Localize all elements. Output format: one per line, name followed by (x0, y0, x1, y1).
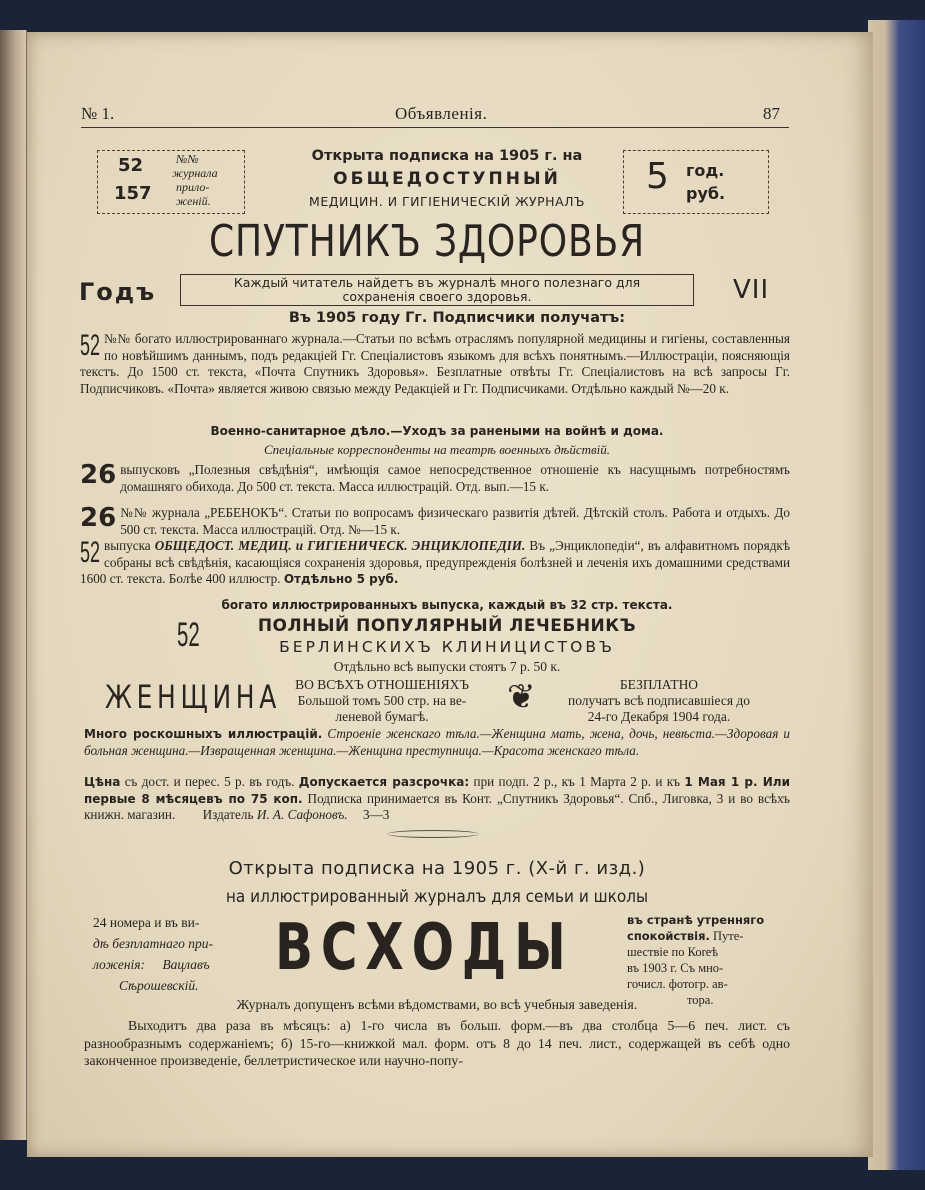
tagline-line-2: сохраненія своего здоровья. (342, 289, 532, 304)
woman-free-2: получатъ всѣ подписавшіеся до (567, 693, 751, 708)
section-title: Объявленія. (395, 104, 488, 123)
item-encyclopedia-title: ОБЩЕДОСТ. МЕДИЦ. и ГИГІЕНИЧЕСК. ЭНЦИКЛОПЕДІИ. (154, 538, 526, 553)
vskhody-right-1: въ странѣ утренняго (627, 913, 765, 927)
installments-label: Допускается разсрочка: (298, 775, 470, 789)
vskhody-left-column (93, 912, 263, 996)
annual-price: 5 (646, 156, 669, 197)
tagline-line-1: Каждый читатель найдетъ въ журналѣ много полезнаго для (233, 275, 641, 290)
item-useful-info-text: выпусковъ „Полезныя свѣдѣнія“, имѣющія самое непосредственное отношеніе къ насущнымъ потребностямъ домашняго обихода. До 500 ст. текста. Масса иллюстрацій. Отд. вып.—15 к. (120, 462, 790, 494)
woman-free-offer (539, 677, 779, 725)
issues-count: 52 (118, 155, 144, 176)
woman-middle-3: леневой бумагѣ. (335, 709, 429, 724)
illustrations-lead: Много роскошныхъ иллюстрацій. (84, 727, 323, 741)
vskhody-left-2: дѣ безплатнаго при- (93, 936, 213, 951)
price-box (623, 150, 769, 214)
right-cover-edge (868, 20, 925, 1170)
woman-middle (257, 677, 507, 725)
item-encyclopedia-price: Отдѣльно 5 руб. (283, 572, 399, 587)
box-label-2: журнала (172, 166, 218, 180)
year-roman: VII (733, 275, 770, 305)
illustrations-text: Строеніе женскаго тѣла.—Женщина мать, жена, дочь, невѣста.—Здоровая и больная женщина.—Извращенная женщина.—Женщина преступница.—Красота женскаго тѣла. (84, 726, 791, 758)
subscribers-heading: Въ 1905 году Гг. Подписчики получатъ: (288, 310, 626, 326)
item-encyclopedia-count: 52 (80, 536, 101, 569)
woman-middle-2: Большой томъ 500 стр. на ве- (297, 693, 467, 708)
woman-middle-1: ВО ВСѢХЪ ОТНОШЕНІЯХЪ (295, 677, 469, 692)
item-useful-info-count: 26 (80, 460, 117, 490)
illustrations-paragraph (84, 726, 790, 759)
vskhody-right-6: тора. (687, 993, 714, 1007)
vskhody-right-4: въ 1903 г. Съ мно- (627, 961, 724, 975)
healer-title: ПОЛНЫЙ ПОПУЛЯРНЫЙ ЛЕЧЕБНИКЪ (257, 616, 637, 636)
vskhody-author-first: Вацлавъ (162, 957, 210, 972)
healer-count: 52 (177, 616, 200, 654)
vskhody-right-3: шествіе по Коreѣ (627, 945, 719, 959)
scanned-page (27, 32, 873, 1157)
box-label-1: №№ (176, 152, 199, 166)
item-journal (80, 331, 790, 397)
bulletin-line: богато иллюстрированныхъ выпуска, каждый въ 32 стр. текста. (221, 598, 673, 612)
publisher-code: 3—3 (362, 807, 390, 823)
vskhody-right-2b: Путе- (713, 929, 744, 943)
item-journal-text: №№ богато иллюстрированнаго журнала.—Статьи по всѣмъ отраслямъ популярной медицины и гигіены, составленныя по новѣйшимъ даннымъ, подъ редакціей Гг. Спеціалистовъ языкомъ для всѣхъ понятнымъ.—Иллюстраціи, поясняющія текстъ. До 1500 ст. текста, «Почта Спутникъ Здоровья». Безплатные отвѣты Гг. Спеціалистовъ на всѣ запросы Гг. Подписчиковъ. «Почта» является живою связью между Редакціей и Гг. Подписчиками. Отдѣльно каждый №—20 к. (80, 331, 790, 396)
journal-description: МЕДИЦИН. И ГИГІЕНИЧЕСКІЙ ЖУРНАЛЪ (309, 194, 585, 209)
vskhody-heading: Открыта подписка на 1905 г. (Х-й г. изд.) (228, 858, 646, 879)
vskhody-right-5: гочисл. фотогр. ав- (627, 977, 728, 991)
header-rule (81, 127, 789, 128)
box-label-4: женій. (176, 194, 211, 208)
vskhody-left-1: 24 номера и въ ви- (93, 915, 200, 930)
ornament-icon: ❦ (507, 679, 536, 716)
subscription-office: Подписка принимается въ Конт. „Спутникъ Здоровья“. Спб., Лиговка, 3 и во всѣхъ книжн. магазин. (84, 790, 790, 823)
item-child-text: №№ журнала „РЕБЕНОКЪ“. Статьи по вопросамъ физическаго развитія дѣтей. Дѣтскій столъ. Работа и отдыхъ. До 500 ст. текста. Масса иллюстрацій. Отд. №—15 к. (120, 505, 790, 537)
supplements-count: 157 (114, 183, 152, 204)
box-label-3: прило- (176, 180, 210, 194)
price-unit-year: год. (686, 161, 725, 180)
price-amount: съ дост. и перес. 5 р. въ годъ. (124, 774, 295, 789)
item-child-journal (80, 505, 790, 538)
masthead-title: СПУТНИКЪ ЗДОРОВЬЯ (209, 216, 645, 267)
woman-free-1: БЕЗПЛАТНО (619, 677, 699, 692)
item-journal-count: 52 (80, 329, 101, 362)
correspondents-line: Спеціальные корреспонденты на театрѣ военныхъ дѣйствій. (263, 442, 610, 457)
tagline-box (180, 274, 694, 306)
publisher-label: Издатель (202, 807, 254, 823)
price-paragraph (84, 774, 790, 824)
page-number: 87 (763, 104, 780, 123)
vskhody-admitted: Журналъ допущенъ всѣми вѣдомствами, во всѣ учебныя заведенія. (236, 998, 638, 1013)
price-unit-rub: руб. (686, 184, 726, 203)
item-useful-info (80, 462, 790, 495)
year-label: Годъ (79, 278, 157, 306)
item-encyclopedia-text: Въ „Энциклопедіи“, въ алфавитномъ порядкѣ собраны всѣ свѣдѣнія, касающіяся сохраненія здоровья, предупрежденія болѣзней и леченія ихъ домашними средствами 1600 ст. текста. Болѣе 400 иллюстр. (80, 538, 790, 587)
publisher-name: И. А. Сафоновъ. (256, 807, 348, 823)
installments-detail: при подп. 2 р., къ 1 Марта 2 р. и къ (473, 774, 680, 789)
military-line: Военно-санитарное дѣло.—Уходъ за ранеными на войнѣ и дома. (210, 424, 664, 438)
subscription-line: Открыта подписка на 1905 г. на (311, 148, 583, 164)
price-label: Цѣна (84, 775, 121, 789)
issue-number: № 1. (81, 104, 115, 123)
vskhody-subheading: на иллюстрированный журналъ для семьи и школы (225, 887, 649, 907)
item-encyclopedia (80, 538, 790, 588)
vskhody-author-last: Сѣрошевскій. (119, 978, 199, 993)
vskhody-frequency: Выходитъ два раза въ мѣсяцъ: а) 1-го числа въ больш. форм.—въ два столбца 5—6 печ. лист. съ разнообразнымъ содержаніемъ; б) 15-го—книжкой мал. форм. отъ 8 до 14 печ. лист., содержащей въ себѣ одно законченное произведеніе, беллетристическое или научно-попу- (84, 1018, 790, 1068)
healer-price: Отдѣльно всѣ выпуски стоятъ 7 р. 50 к. (333, 659, 561, 674)
left-binding-edge (0, 30, 27, 1140)
installments-alternative: 1 Мая 1 р. Или первые 8 мѣсяцевъ по 75 коп. (84, 775, 790, 806)
vskhody-right-column (627, 912, 787, 1008)
vskhody-left-3: ложенія: (93, 957, 146, 972)
vskhody-title: ВСХОДЫ (275, 911, 574, 985)
woman-title: ЖЕНЩИНА (105, 678, 281, 716)
woman-free-3: 24-го Декабря 1904 года. (587, 709, 731, 724)
section-divider (387, 830, 479, 838)
healer-subtitle: БЕРЛИНСКИХЪ КЛИНИЦИСТОВЪ (279, 638, 615, 656)
journal-kind: ОБЩЕДОСТУПНЫЙ (333, 169, 561, 189)
item-child-count: 26 (80, 503, 117, 533)
item-encyclopedia-lead: выпуска (104, 538, 151, 553)
vskhody-right-2: спокойствія. (627, 929, 710, 943)
issues-count-box (97, 150, 245, 214)
